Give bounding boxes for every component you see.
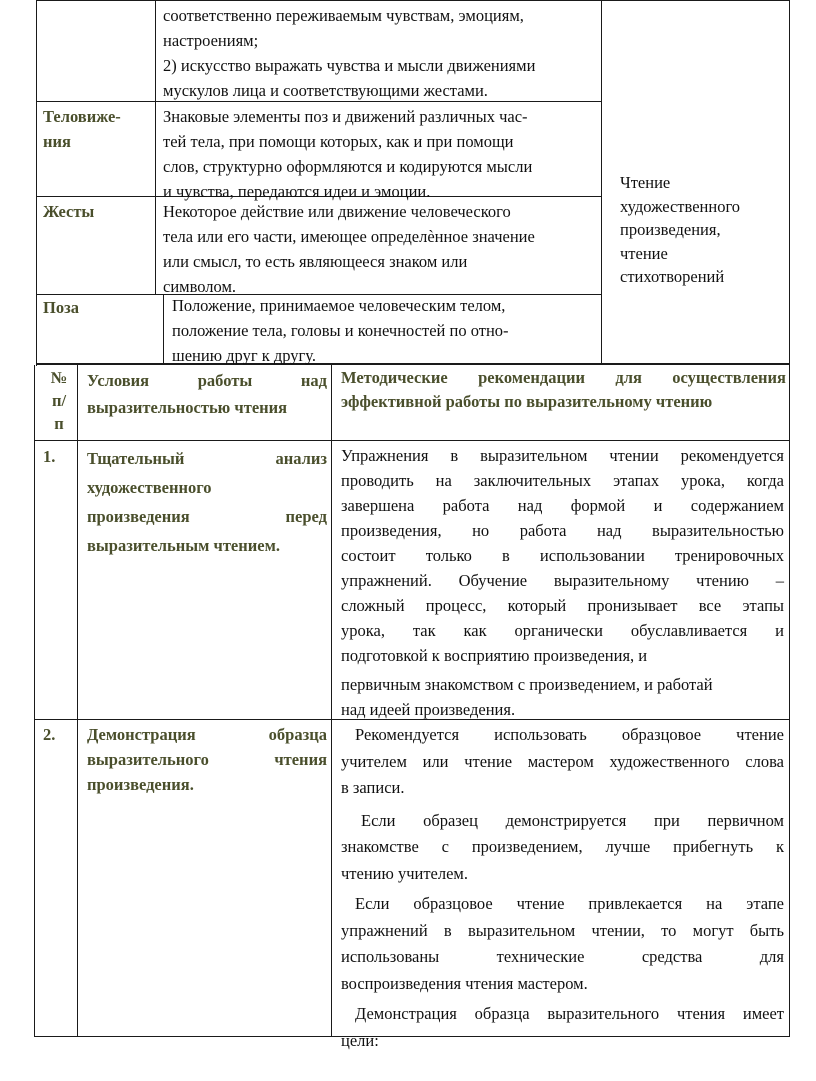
recommendation-line: Демонстрация образца выразительного чтения имеет (355, 1004, 784, 1023)
definition-line: Положение, принимаемое человеческим телом, (172, 296, 506, 315)
lower-header-bottom-border (34, 440, 790, 441)
term-line: Жесты (43, 202, 95, 221)
header-recommendation-line: эффективной работы по выразительному чтению (341, 392, 713, 411)
right-cell-line: Чтение (620, 173, 671, 192)
definition-pose (172, 293, 597, 368)
definition-gestures (163, 199, 595, 299)
row-condition-line: произведения перед (87, 507, 327, 526)
definition-line: положение тела, головы и конечностей по отно- (172, 321, 509, 340)
recommendation-line: завершена работа над формой и содержанием (341, 496, 784, 515)
row-condition-line: Тщательный анализ (87, 449, 327, 468)
right-cell-line: произведения, (620, 220, 721, 239)
recommendation-line: Если образец демонстрируется при первичном (361, 810, 784, 830)
definition-line: тей тела, при помощи которых, как и при помощи (163, 132, 514, 151)
header-number-line: п/ (51, 391, 67, 410)
recommendation-line: подготовкой к восприятию произведения, и (341, 646, 648, 665)
lower-col-divider-1 (77, 365, 78, 1037)
row-number: 1. (43, 447, 56, 466)
definition-body-movements (163, 104, 595, 204)
row-recommendation (341, 443, 784, 722)
recommendation-line: воспроизведения чтения мастером. (341, 973, 588, 993)
recommendation-line: проводить на заключительных этапах урока, когда (341, 471, 784, 490)
recommendation-line: произведения, но работа над выразительностью (341, 521, 784, 540)
definition-line: или смысл, то есть являющееся знаком или (163, 252, 468, 271)
header-recommendation (341, 366, 786, 414)
definition-line: символом. (163, 277, 237, 296)
lower-col-divider-2 (331, 365, 332, 1037)
recommendation-line: цели: (341, 1030, 379, 1050)
recommendation-line: первичным знакомством с произведением, и работай (341, 675, 713, 694)
row-condition-line: выразительного чтения (87, 750, 327, 769)
recommendation-line: Рекомендуется использовать образцовое чтение (355, 725, 784, 744)
row-condition-line: произведения. (87, 775, 194, 794)
recommendation-line: знакомстве с произведением, лучше прибегнуть к (341, 837, 784, 856)
upper-col-divider-1 (155, 0, 156, 295)
upper-intro-line: соответственно переживаемым чувствам, эмоциям, (163, 6, 524, 25)
definition-line: Некоторое действие или движение человеческого (163, 202, 511, 221)
right-cell-reading (620, 171, 785, 289)
definition-line: тела или его части, имеющее определѐнное значение (163, 227, 535, 246)
upper-col-divider-2 (601, 0, 602, 363)
upper-table-right-border (789, 0, 790, 366)
header-condition-line: выразительностью чтения (87, 398, 288, 417)
recommendation-line: состоит только в использовании тренировочных (341, 546, 784, 565)
recommendation-line: Упражнения в выразительном чтении рекомендуется (341, 446, 784, 465)
term-line: ния (43, 132, 71, 151)
row-condition (87, 444, 327, 560)
header-number (43, 366, 75, 435)
definition-line: слов, структурно оформляются и кодируются мысли (163, 157, 533, 176)
upper-table-left-border (36, 0, 37, 366)
recommendation-line: урока, так как органически обуславливается и (341, 621, 784, 640)
term-line: Поза (43, 298, 79, 317)
recommendation-line: сложный процесс, который пронизывает все этапы (341, 596, 784, 615)
row-condition-line: художественного (87, 478, 212, 497)
definition-line: и чувства, передаются идеи и эмоции. (163, 182, 431, 201)
lower-table-left-border (34, 365, 35, 1037)
term-line: Теловиже- (43, 107, 121, 126)
recommendation-line: Если образцовое чтение привлекается на этапе (355, 894, 784, 913)
recommendation-line: в записи. (341, 778, 405, 797)
lower-table-right-border (789, 365, 790, 1037)
header-condition-line: Условия работы над (87, 371, 327, 390)
recommendation-line: упражнений в выразительном чтении, то могут быть (341, 920, 784, 940)
row-recommendation (341, 722, 784, 1054)
right-cell-line: художественного (620, 196, 741, 216)
upper-col-divider-1b (163, 295, 164, 363)
header-number-line: п (54, 414, 64, 433)
row-condition (87, 722, 327, 797)
upper-intro-line: мускулов лица и соответствующими жестами. (163, 81, 488, 100)
definition-line: шению друг к другу. (172, 346, 317, 365)
term-pose (43, 295, 151, 320)
upper-table-top-border (36, 0, 790, 1)
row-condition-line: Демонстрация образца (87, 725, 327, 744)
recommendation-line: учителем или чтение мастером художественного слова (341, 751, 784, 771)
recommendation-line: упражнений. Обучение выразительному чтению – (341, 571, 784, 590)
header-condition (87, 367, 327, 421)
right-cell-line: стихотворений (620, 267, 725, 286)
upper-intro-text (163, 3, 595, 103)
definition-line: Знаковые элементы поз и движений различных час- (163, 107, 528, 126)
header-recommendation-line: Методические рекомендации для осуществления (341, 368, 786, 387)
term-body-movements (43, 104, 151, 154)
row-condition-line: выразительным чтением. (87, 536, 280, 555)
recommendation-line: чтению учителем. (341, 863, 468, 883)
header-number-line: № (50, 368, 68, 387)
right-cell-line: чтение (620, 243, 668, 263)
recommendation-line: использованы технические средства для (341, 947, 784, 966)
upper-intro-line: настроениям; (163, 31, 259, 50)
upper-intro-line: 2) искусство выражать чувства и мысли движениями (163, 56, 536, 75)
recommendation-line: над идеей произведения. (341, 700, 516, 719)
row-number: 2. (43, 725, 56, 744)
term-gestures (43, 199, 151, 224)
